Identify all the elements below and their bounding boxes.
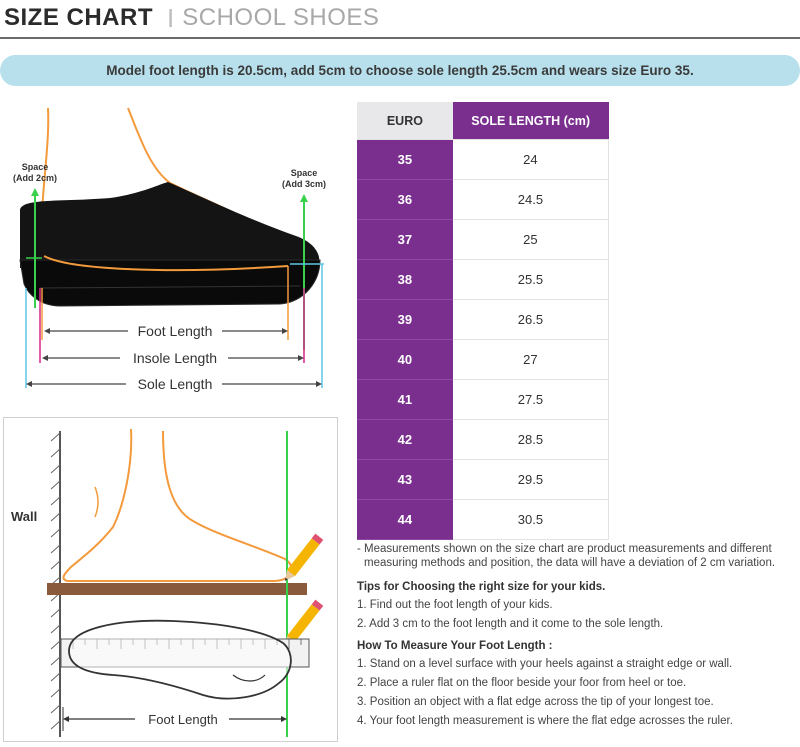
table-row	[357, 180, 609, 220]
euro-size-cell: 37	[357, 220, 453, 260]
table-row	[357, 500, 609, 540]
euro-size-cell: 42	[357, 420, 453, 460]
sole-length-cell: 29.5	[453, 460, 609, 500]
sole-length-cell: 28.5	[453, 420, 609, 460]
table-header-row	[357, 102, 609, 140]
howto-list	[357, 657, 797, 728]
page-title: SIZE CHART	[4, 4, 153, 31]
title-separator: I	[167, 2, 175, 33]
euro-size-cell: 39	[357, 300, 453, 340]
list-item: 4. Your foot length measurement is where the flat edge acrosses the ruler.	[357, 715, 733, 727]
table-row	[357, 300, 609, 340]
space-left-label-2: (Add 2cm)	[12, 173, 58, 183]
foot-length-label: Foot Length	[137, 323, 213, 339]
table-row	[357, 340, 609, 380]
list-item: 3. Position an object with a flat edge across the tip of your longest toe.	[357, 696, 714, 708]
page-subtitle: SCHOOL SHOES	[182, 4, 380, 31]
tips-list	[357, 598, 797, 631]
sole-length-cell: 27.5	[453, 380, 609, 420]
euro-size-cell: 44	[357, 500, 453, 540]
header-divider	[0, 37, 800, 39]
list-item: 2. Add 3 cm to the foot length and it come to the sole length.	[357, 618, 664, 630]
sole-length-cell: 25	[453, 220, 609, 260]
sole-length-cell: 30.5	[453, 500, 609, 540]
model-info-banner	[0, 55, 800, 86]
list-item: 1. Stand on a level surface with your heels against a straight edge or wall.	[357, 658, 733, 670]
table-row	[357, 380, 609, 420]
sole-length-cell: 25.5	[453, 260, 609, 300]
sole-length-cell: 27	[453, 340, 609, 380]
table-row	[357, 420, 609, 460]
euro-size-cell: 35	[357, 140, 453, 180]
shoe-upper	[20, 182, 319, 268]
tips-heading: Tips for Choosing the right size for your kids.	[357, 581, 606, 593]
space-right-label-2: (Add 3cm)	[281, 179, 327, 189]
shoe-measurement-diagram	[0, 88, 350, 408]
size-chart-table	[357, 102, 609, 540]
euro-size-cell: 36	[357, 180, 453, 220]
foot-measure-diagram	[3, 417, 339, 743]
euro-size-cell: 41	[357, 380, 453, 420]
header-sole-length: SOLE LENGTH (cm)	[453, 102, 609, 140]
wall-label: Wall	[11, 509, 38, 524]
measurement-note: - Measurements shown on the size chart are product measurements and different measuring methods and position, the data will have a deviation of 2 cm variation.	[357, 543, 776, 569]
table-row	[357, 460, 609, 500]
insole-length-label: Insole Length	[132, 350, 218, 366]
space-right-label-1: Space	[290, 168, 318, 178]
measure-foot-length-label: Foot Length	[148, 712, 218, 727]
sole-length-cell: 24	[453, 140, 609, 180]
sole-length-label: Sole Length	[137, 376, 213, 392]
notes-section	[357, 542, 797, 736]
table-row	[357, 260, 609, 300]
list-item: 1. Find out the foot length of your kids.	[357, 599, 553, 611]
list-item: 2. Place a ruler flat on the floor beside your foor from heel or toe.	[357, 677, 687, 689]
euro-size-cell: 38	[357, 260, 453, 300]
space-left-label-1: Space	[21, 162, 49, 172]
sole-length-cell: 24.5	[453, 180, 609, 220]
table-row	[357, 220, 609, 260]
howto-heading: How To Measure Your Foot Length :	[357, 640, 553, 652]
euro-size-cell: 40	[357, 340, 453, 380]
sole-length-cell: 26.5	[453, 300, 609, 340]
table-row	[357, 140, 609, 180]
header-euro: EURO	[357, 102, 453, 140]
page-header	[4, 0, 379, 36]
banner-text: Model foot length is 20.5cm, add 5cm to choose sole length 25.5cm and wears size Euro 35.	[106, 63, 694, 78]
euro-size-cell: 43	[357, 460, 453, 500]
